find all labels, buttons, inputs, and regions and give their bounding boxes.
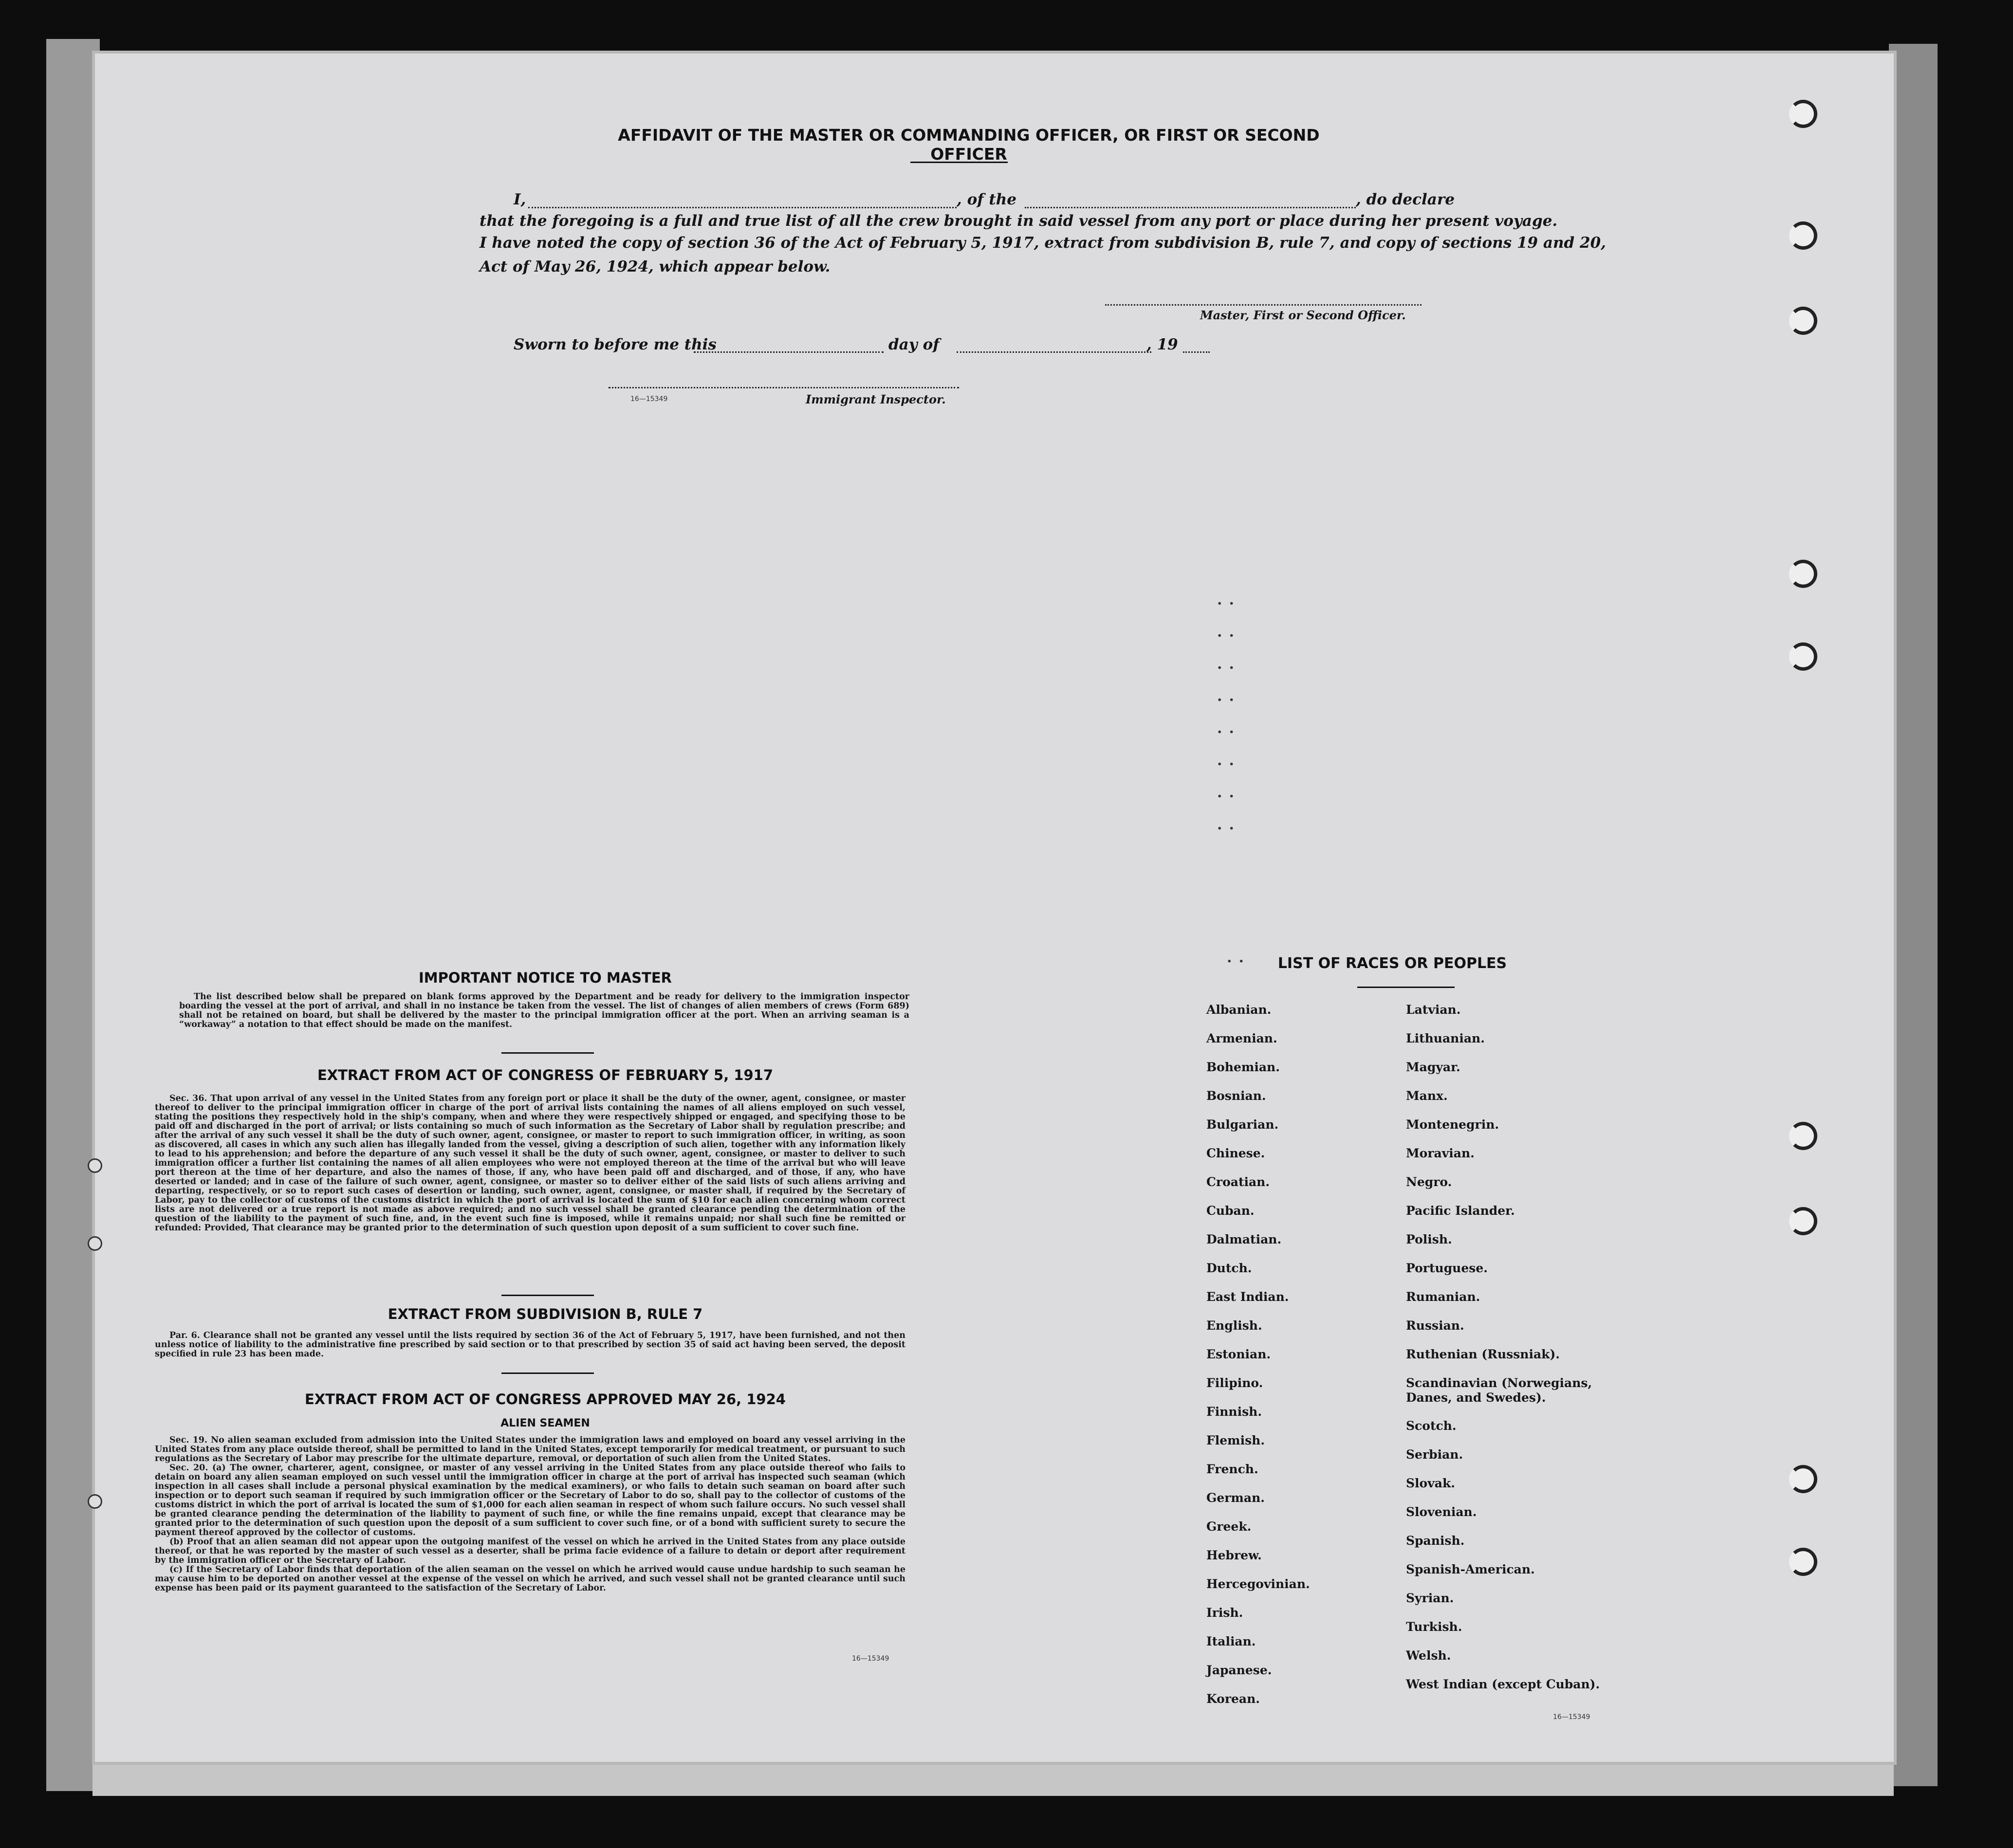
race-item: Pacific Islander. bbox=[1406, 1204, 1515, 1218]
inspector-label: Immigrant Inspector. bbox=[806, 392, 946, 406]
race-item: Ruthenian (Russniak). bbox=[1406, 1347, 1560, 1361]
master-signature-line[interactable] bbox=[1105, 304, 1422, 306]
affidavit-declare: , do declare bbox=[1356, 191, 1455, 208]
notice-title: IMPORTANT NOTICE TO MASTER bbox=[418, 970, 672, 986]
binder-ring bbox=[1789, 1465, 1817, 1493]
race-item: Magyar. bbox=[1406, 1060, 1460, 1074]
race-item: Armenian. bbox=[1206, 1031, 1277, 1045]
day-of-label: day of bbox=[888, 336, 940, 353]
race-item: Bosnian. bbox=[1206, 1089, 1266, 1103]
race-item: Polish. bbox=[1406, 1232, 1452, 1246]
race-item: Irish. bbox=[1206, 1606, 1243, 1620]
binder-ring bbox=[1789, 1122, 1817, 1150]
affidavit-of-the: , of the bbox=[957, 191, 1016, 208]
race-item: Flemish. bbox=[1206, 1433, 1265, 1447]
race-item: Latvian. bbox=[1406, 1003, 1461, 1017]
race-item: Serbian. bbox=[1406, 1447, 1463, 1462]
race-item: Manx. bbox=[1406, 1089, 1448, 1103]
affidavit-line-2: that the foregoing is a full and true list of all the crew brought in said vessel from any port or place during her present voyage. bbox=[480, 212, 1558, 230]
race-item: Bohemian. bbox=[1206, 1060, 1280, 1074]
race-item: Syrian. bbox=[1406, 1591, 1454, 1605]
extract-rule7-text bbox=[155, 1331, 905, 1359]
divider bbox=[501, 1052, 594, 1054]
race-item: Scotch. bbox=[1406, 1419, 1457, 1433]
year-blank[interactable] bbox=[1183, 351, 1210, 353]
column-dots: .. bbox=[1227, 949, 1251, 966]
race-item: Welsh. bbox=[1406, 1648, 1451, 1663]
binder-ring bbox=[1789, 100, 1817, 128]
race-item: Slovenian. bbox=[1406, 1505, 1477, 1519]
race-item: Japanese. bbox=[1206, 1663, 1272, 1677]
binder-hole bbox=[88, 1236, 102, 1251]
binder-hole bbox=[88, 1494, 102, 1509]
race-item: Russian. bbox=[1406, 1318, 1464, 1333]
form-number-2: 16—15349 bbox=[852, 1655, 889, 1663]
race-item: Dutch. bbox=[1206, 1261, 1252, 1275]
binder-ring bbox=[1789, 307, 1817, 335]
affidavit-i: I, bbox=[514, 191, 526, 208]
race-item: Scandinavian (Norwegians, Danes, and Swedes). bbox=[1406, 1376, 1592, 1405]
year-label: , 19 bbox=[1146, 336, 1178, 353]
race-item: English. bbox=[1206, 1318, 1262, 1333]
race-item: Hebrew. bbox=[1206, 1548, 1262, 1562]
form-number: 16—15349 bbox=[630, 395, 668, 403]
binder-ring bbox=[1789, 642, 1817, 671]
race-item: Negro. bbox=[1406, 1175, 1452, 1189]
notice-paragraph: The list described below shall be prepared on blank forms approved by the Department and be ready for delivery to the immigration inspector boarding the vessel at the port of arrival, and shall in no instance be taken from the vessel. The list of changes of alien members of crews (Form 689) shall not be retained on board, but shall be delivered by the master to the principal immigration officer at the port. When an arriving seaman is a “workaway” a notation to that effect should be made on the manifest. bbox=[179, 992, 909, 1029]
race-item: Greek. bbox=[1206, 1519, 1252, 1534]
race-item: Estonian. bbox=[1206, 1347, 1271, 1361]
binder-ring bbox=[1789, 221, 1817, 250]
race-item: Croatian. bbox=[1206, 1175, 1270, 1189]
binder-ring bbox=[1789, 1207, 1817, 1235]
race-item: Montenegrin. bbox=[1406, 1117, 1499, 1132]
race-item: Spanish. bbox=[1406, 1534, 1465, 1548]
alien-seamen-subtitle: ALIEN SEAMEN bbox=[500, 1417, 590, 1429]
par-6-paragraph: Par. 6. Clearance shall not be granted any vessel until the lists required by section 36 of the Act of February 5, 1917, have been furnished, and not then unless notice of liability to the administrative fine prescribed by said section or to that prescribed by section 35 of said act having been served, the deposit specified in rule 23 has been made. bbox=[155, 1331, 905, 1359]
section-19-paragraph: Sec. 19. No alien seaman excluded from admission into the United States under the immigration laws and employed on board any vessel arriving in the United States from any place outside thereof, shall be permitted to land in the United States, except temporarily for medical treatment, or pursuant to such regulations as the Secretary of Labor may prescribe for the ultimate departure, removal, or deportation of such alien from the United States. bbox=[155, 1435, 905, 1464]
binder-hole bbox=[88, 1158, 102, 1173]
inspector-signature-line[interactable] bbox=[609, 387, 959, 388]
affidavit-line-3: I have noted the copy of section 36 of the Act of February 5, 1917, extract from subdivision B, rule 7, and copy of sections 19 and 20, bbox=[480, 234, 1606, 252]
column-dots: .. .. .. .. .. .. .. .. bbox=[1217, 591, 1241, 833]
race-item: Chinese. bbox=[1206, 1146, 1265, 1160]
section-20c-paragraph: (c) If the Secretary of Labor finds that deportation of the alien seaman on the vessel on which he arrived would cause undue hardship to such seaman he may cause him to be deported on another vessel at the expense of the vessel on which he arrived, and such vessel shall not be granted clearance until such expense has been paid or its payment guaranteed to the satisfaction of the Secretary of Labor. bbox=[155, 1565, 905, 1593]
race-item: Finnish. bbox=[1206, 1405, 1262, 1419]
section-20b-paragraph: (b) Proof that an alien seaman did not appear upon the outgoing manifest of the vessel on which he arrived in the United States from any place outside thereof, or that he was reported by the master of such vessel as a deserter, shall be prima facie evidence of a failure to detain or deport after requirement by the immigration officer or the Secretary of Labor. bbox=[155, 1537, 905, 1565]
section-20a-paragraph: Sec. 20. (a) The owner, charterer, agent, consignee, or master of any vessel arriving in the United States from any place outside thereof who fails to detain on board any alien seaman employed on such vessel until the immigration officer in charge at the port of arrival has inspected such seaman (which inspection in all cases shall include a personal physical examination by the medical examiners), or who fails to detain such seaman on board after such inspection or to deport such seaman if required by such immigration officer or the Secretary of Labor to do so, shall pay to the collector of customs of the customs district in which the port of arrival is located the sum of $1,000 for each alien seaman in respect of whom such failure occurs. No such vessel shall be granted clearance pending the determination of the liability to payment of such fine, or while the fine remains unpaid, except that clearance may be granted prior to the determination of such question upon the deposit of a sum sufficient to cover such fine, or of a bond with sufficient surety to secure the payment thereof approved by the collector of customs. bbox=[155, 1463, 905, 1537]
race-item: Hercegovinian. bbox=[1206, 1577, 1310, 1591]
race-item: Albanian. bbox=[1206, 1003, 1272, 1017]
extract-1917-text bbox=[155, 1094, 905, 1233]
race-item: Moravian. bbox=[1406, 1146, 1475, 1160]
master-label: Master, First or Second Officer. bbox=[1200, 308, 1406, 322]
race-item: West Indian (except Cuban). bbox=[1406, 1677, 1600, 1691]
divider bbox=[501, 1295, 594, 1296]
sworn-month-blank[interactable] bbox=[957, 351, 1151, 353]
notice-text bbox=[179, 992, 909, 1029]
race-item: Bulgarian. bbox=[1206, 1117, 1279, 1132]
race-item: Slovak. bbox=[1406, 1476, 1455, 1490]
extract-1924-text bbox=[155, 1436, 905, 1593]
race-item: Italian. bbox=[1206, 1634, 1256, 1648]
extract-1924-title: EXTRACT FROM ACT OF CONGRESS APPROVED MAY 26, 1924 bbox=[305, 1391, 786, 1408]
extract-1917-title: EXTRACT FROM ACT OF CONGRESS OF FEBRUARY 5, 1917 bbox=[317, 1067, 774, 1083]
binder-ring bbox=[1789, 560, 1817, 588]
races-title: LIST OF RACES OR PEOPLES bbox=[1277, 955, 1507, 972]
divider bbox=[1357, 987, 1455, 988]
underlying-page-right bbox=[1889, 44, 1938, 1786]
vessel-blank[interactable] bbox=[1025, 207, 1356, 208]
affidavit-title: AFFIDAVIT OF THE MASTER OR COMMANDING OFFICER, OR FIRST OR SECOND OFFICER bbox=[618, 126, 1320, 164]
race-item: Filipino. bbox=[1206, 1376, 1263, 1390]
race-item: Spanish-American. bbox=[1406, 1562, 1535, 1576]
race-item: Rumanian. bbox=[1406, 1290, 1480, 1304]
race-item: East Indian. bbox=[1206, 1290, 1289, 1304]
name-blank[interactable] bbox=[528, 207, 957, 208]
form-number-3: 16—15349 bbox=[1553, 1713, 1590, 1721]
underlying-page-bottom bbox=[92, 1759, 1894, 1796]
sworn-label: Sworn to before me this bbox=[514, 336, 717, 353]
race-item: Cuban. bbox=[1206, 1204, 1255, 1218]
race-item: Portuguese. bbox=[1406, 1261, 1488, 1275]
underlying-page-left bbox=[46, 39, 100, 1791]
extract-rule7-title: EXTRACT FROM SUBDIVISION B, RULE 7 bbox=[388, 1306, 703, 1322]
races-right-column bbox=[1406, 1003, 1615, 1706]
section-36-paragraph: Sec. 36. That upon arrival of any vessel in the United States from any foreign port or place it shall be the duty of the owner, agent, consignee, or master thereof to deliver to the principal immigration officer in charge of the port of arrival lists containing the names of all aliens employed on such vessel, stating the positions they respectively hold in the ship's company, when and where they were respectively shipped or engaged, and specifying those to be paid off and discharged in the port of arrival; or lists containing so much of such information as the Secretary of Labor shall by regulation prescribe; and after the arrival of any such vessel it shall be the duty of such owner, agent, consignee, or master to report to such immigration officer, in writing, as soon as discovered, all cases in which any such alien has illegally landed from the vessel, giving a description of such alien, together with any information likely to lead to his apprehension; and before the departure of any such vessel it shall be the duty of such owner, agent, consignee, or master to deliver to such immigration officer a further list containing the names of all alien employees who were not employed thereon at the time of the arrival but who will leave port thereon at the time of her departure, and also the names of those, if any, who have been paid off and discharged, and of those, if any, who have deserted or landed; and in case of the failure of such owner, agent, consignee, or master so to deliver either of the said lists of such aliens arriving and departing, respectively, or so to report such cases of desertion or landing, such owner, agent, consignee, or master shall, if required by the Secretary of Labor, pay to the collector of customs of the customs district in which the port of arrival is located the sum of $10 for each alien concerning whom correct lists are not delivered or a true report is not made as above required; and no such vessel shall be granted clearance pending the determination of the question of the liability to the payment of such fine, and, in the event such fine is imposed, while it remains unpaid; nor shall such fine be remitted or refunded: Provided, That clearance may be granted prior to the determination of such question upon deposit of a sum sufficient to cover such fine. bbox=[155, 1094, 905, 1233]
race-item: Turkish. bbox=[1406, 1620, 1462, 1634]
binder-ring bbox=[1789, 1548, 1817, 1576]
race-item: Korean. bbox=[1206, 1692, 1260, 1706]
race-item: Lithuanian. bbox=[1406, 1031, 1485, 1045]
sworn-day-blank[interactable] bbox=[694, 351, 884, 353]
race-item: French. bbox=[1206, 1462, 1258, 1476]
races-left-column bbox=[1206, 1003, 1310, 1720]
title-underline bbox=[910, 162, 1008, 163]
race-item: Dalmatian. bbox=[1206, 1232, 1282, 1246]
affidavit-line-4: Act of May 26, 1924, which appear below. bbox=[480, 258, 831, 275]
race-item: German. bbox=[1206, 1491, 1265, 1505]
divider bbox=[501, 1372, 594, 1374]
